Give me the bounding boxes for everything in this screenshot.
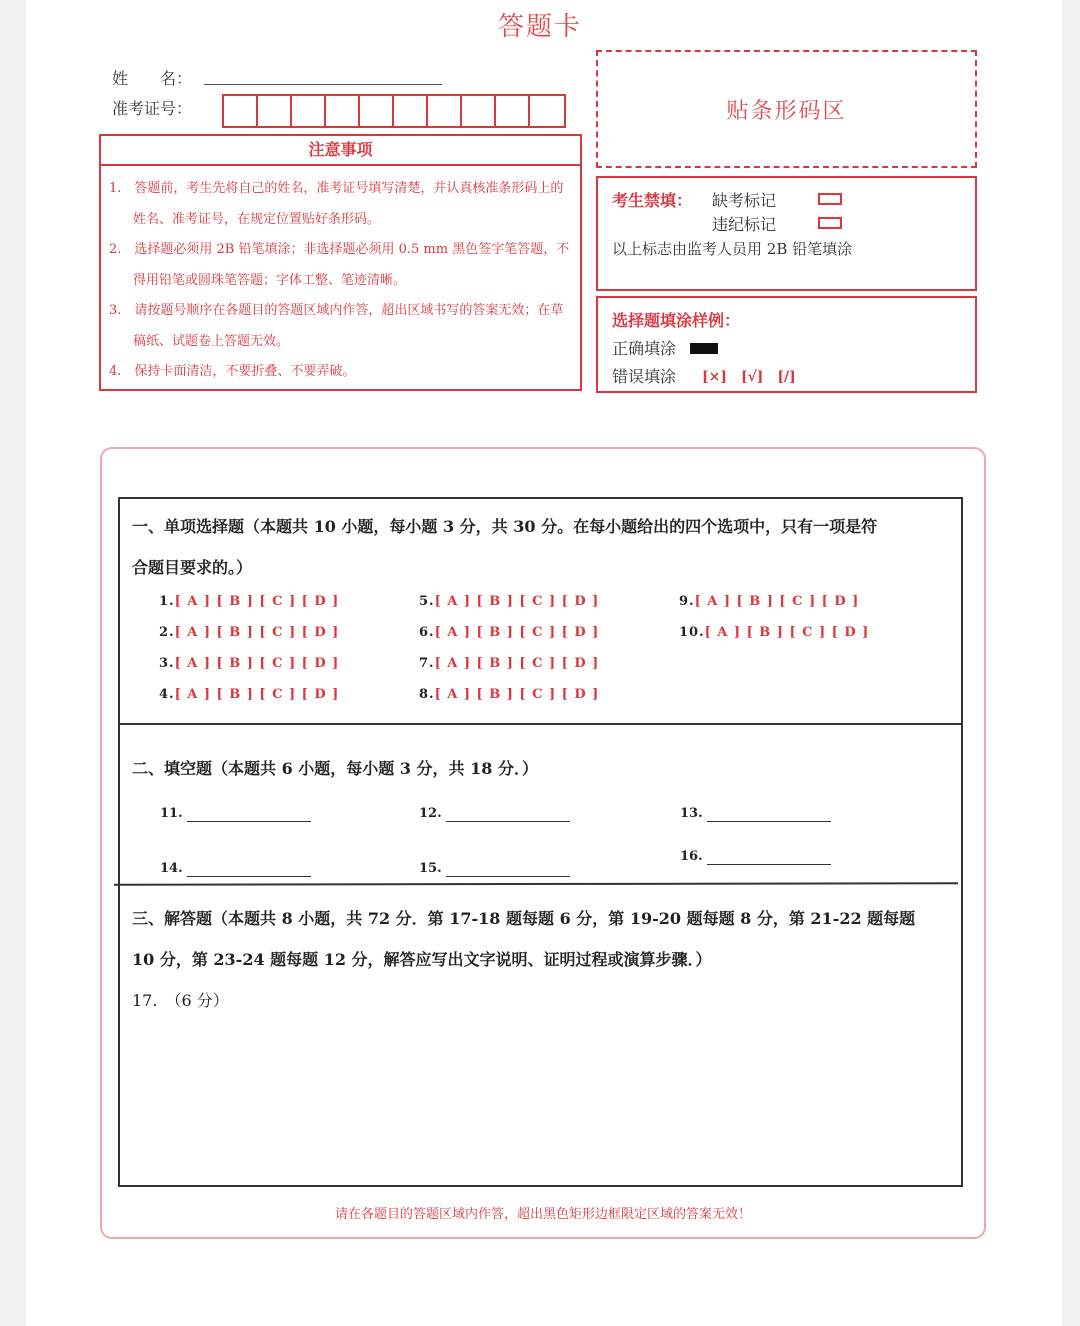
wrong-fill-samples: [×] [√] [/] bbox=[702, 369, 796, 385]
blank-question-13 bbox=[680, 806, 831, 822]
correct-fill-sample bbox=[690, 343, 718, 354]
section3-heading-line2: 10 分，第 23-24 题每题 12 分，解答应写出文字说明、证明过程或演算步骤．） bbox=[132, 950, 712, 969]
mcq-options[interactable]: [ A ] [ B ] [ C ] [ D ] bbox=[434, 625, 600, 640]
blank-answer-line[interactable] bbox=[446, 861, 570, 877]
blank-number: 11. bbox=[160, 806, 183, 821]
mcq-number: 1. bbox=[159, 594, 175, 609]
id-digit-box[interactable] bbox=[428, 96, 462, 126]
blank-question-11 bbox=[160, 806, 311, 822]
notice-item: 3. 请按题号顺序在各题目的答题区域内作答，超出区域书写的答案无效；在草稿纸、试题卷上答题无效。 bbox=[109, 303, 564, 349]
blank-number: 16. bbox=[680, 849, 703, 864]
notice-item: 1. 答题前，考生先将自己的姓名，准考证号填写清楚，并认真核准条形码上的姓名、准考证号，在规定位置贴好条形码。 bbox=[109, 181, 564, 227]
barcode-label: 贴条形码区 bbox=[726, 98, 847, 124]
blank-number: 15. bbox=[419, 861, 442, 876]
absent-mark-label: 缺考标记 bbox=[712, 191, 777, 210]
name-field[interactable] bbox=[204, 84, 442, 85]
mcq-number: 8. bbox=[419, 687, 435, 702]
id-digit-box[interactable] bbox=[462, 96, 496, 126]
mcq-question-1[interactable] bbox=[159, 594, 339, 609]
mcq-options[interactable]: [ A ] [ B ] [ C ] [ D ] bbox=[694, 594, 860, 609]
mcq-options[interactable]: [ A ] [ B ] [ C ] [ D ] bbox=[174, 594, 340, 609]
wrong-fill-label: 错误填涂 bbox=[612, 367, 677, 386]
notice-item: 2. 选择题必须用 2B 铅笔填涂；非选择题必须用 0.5 mm 黑色签字笔答题，不得用铅笔或圆珠笔答题；字体工整、笔迹清晰。 bbox=[109, 242, 570, 288]
name-label: 姓 名： bbox=[112, 69, 193, 88]
id-label: 准考证号： bbox=[112, 99, 193, 118]
notice-item: 4. 保持卡面清洁，不要折叠、不要弄破。 bbox=[109, 364, 356, 379]
mcq-number: 6. bbox=[419, 625, 435, 640]
fill-sample-box bbox=[596, 296, 977, 393]
mcq-number: 3. bbox=[159, 656, 175, 671]
mcq-number: 10. bbox=[679, 625, 705, 640]
mcq-question-9[interactable] bbox=[679, 594, 859, 609]
mcq-question-3[interactable] bbox=[159, 656, 339, 671]
blank-question-15 bbox=[419, 861, 570, 877]
mcq-options[interactable]: [ A ] [ B ] [ C ] [ D ] bbox=[174, 656, 340, 671]
id-digit-box[interactable] bbox=[530, 96, 564, 126]
section3-heading-line1: 三、解答题（本题共 8 小题，共 72 分．第 17-18 题每题 6 分，第 19-20 题每题 8 分，第 21-22 题每题 bbox=[132, 909, 916, 928]
mcq-number: 9. bbox=[679, 594, 695, 609]
section-divider bbox=[119, 723, 962, 725]
question-17-label: 17. （6 分） bbox=[132, 991, 229, 1010]
examiner-only-box bbox=[596, 176, 977, 291]
footer-note: 请在各题目的答题区域内作答，超出黑色矩形边框限定区域的答案无效！ bbox=[334, 1207, 751, 1222]
mcq-options[interactable]: [ A ] [ B ] [ C ] [ D ] bbox=[174, 687, 340, 702]
section1-heading-line2: 合题目要求的。） bbox=[132, 558, 253, 577]
sheet-title: 答题卡 bbox=[497, 12, 582, 42]
blank-answer-line[interactable] bbox=[707, 806, 831, 822]
question-17-answer-area[interactable] bbox=[128, 1018, 954, 1178]
blank-answer-line[interactable] bbox=[707, 849, 831, 865]
mcq-question-6[interactable] bbox=[419, 625, 599, 640]
blank-question-12 bbox=[419, 806, 570, 822]
blank-number: 13. bbox=[680, 806, 703, 821]
mcq-options[interactable]: [ A ] [ B ] [ C ] [ D ] bbox=[174, 625, 340, 640]
mcq-number: 7. bbox=[419, 656, 435, 671]
blank-answer-line[interactable] bbox=[446, 806, 570, 822]
examiner-only-heading: 考生禁填： bbox=[612, 191, 693, 210]
blank-number: 12. bbox=[419, 806, 442, 821]
id-digit-box[interactable] bbox=[360, 96, 394, 126]
mcq-question-7[interactable] bbox=[419, 656, 599, 671]
section1-heading-line1: 一、单项选择题（本题共 10 小题，每小题 3 分，共 30 分。在每小题给出的四个选项中，只有一项是符 bbox=[132, 517, 878, 536]
mcq-options[interactable]: [ A ] [ B ] [ C ] [ D ] bbox=[434, 656, 600, 671]
absent-mark-box[interactable] bbox=[818, 193, 842, 205]
blank-answer-line[interactable] bbox=[187, 861, 311, 877]
id-digit-box[interactable] bbox=[326, 96, 360, 126]
mcq-question-5[interactable] bbox=[419, 594, 599, 609]
mcq-number: 4. bbox=[159, 687, 175, 702]
section2-heading: 二、填空题（本题共 6 小题，每小题 3 分，共 18 分．） bbox=[132, 759, 538, 778]
blank-number: 14. bbox=[160, 861, 183, 876]
blank-question-14 bbox=[160, 861, 311, 877]
notice-heading: 注意事项 bbox=[101, 136, 580, 166]
examiner-note: 以上标志由监考人员用 2B 铅笔填涂 bbox=[612, 240, 853, 258]
id-digit-box[interactable] bbox=[394, 96, 428, 126]
id-number-boxes[interactable] bbox=[222, 94, 566, 128]
violation-mark-label: 违纪标记 bbox=[712, 215, 777, 234]
mcq-question-8[interactable] bbox=[419, 687, 599, 702]
id-digit-box[interactable] bbox=[292, 96, 326, 126]
violation-mark-box[interactable] bbox=[818, 217, 842, 229]
barcode-area bbox=[596, 50, 977, 168]
notice-box bbox=[99, 134, 582, 391]
fill-sample-heading: 选择题填涂样例： bbox=[612, 311, 741, 330]
blank-answer-line[interactable] bbox=[187, 806, 311, 822]
id-digit-box[interactable] bbox=[224, 96, 258, 126]
mcq-options[interactable]: [ A ] [ B ] [ C ] [ D ] bbox=[434, 594, 600, 609]
mcq-question-4[interactable] bbox=[159, 687, 339, 702]
mcq-number: 5. bbox=[419, 594, 435, 609]
correct-fill-label: 正确填涂 bbox=[612, 339, 677, 358]
id-digit-box[interactable] bbox=[258, 96, 292, 126]
id-digit-box[interactable] bbox=[496, 96, 530, 126]
mcq-question-2[interactable] bbox=[159, 625, 339, 640]
mcq-question-10[interactable] bbox=[679, 625, 869, 640]
mcq-options[interactable]: [ A ] [ B ] [ C ] [ D ] bbox=[704, 625, 870, 640]
blank-question-16 bbox=[680, 849, 831, 865]
mcq-number: 2. bbox=[159, 625, 175, 640]
mcq-options[interactable]: [ A ] [ B ] [ C ] [ D ] bbox=[434, 687, 600, 702]
